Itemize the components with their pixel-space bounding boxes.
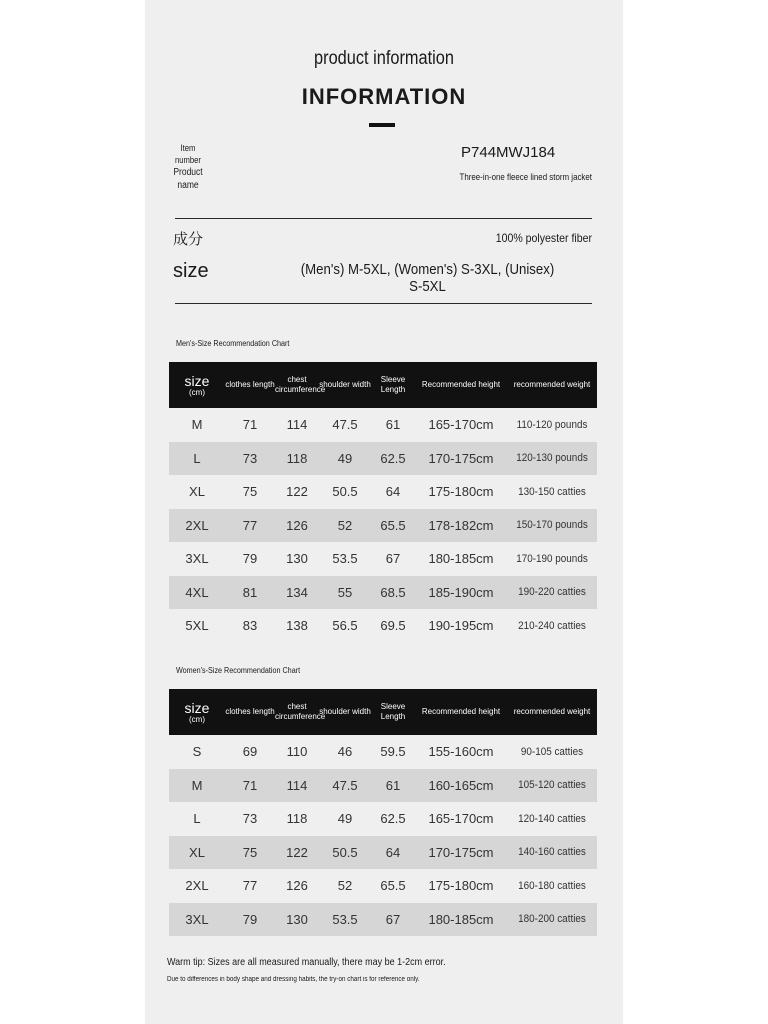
- cell-chest: 138: [286, 618, 308, 634]
- table-row: [169, 408, 597, 442]
- cell-sleeve: 65.5: [380, 517, 406, 533]
- cell-size: 3XL: [185, 551, 209, 567]
- composition-label: 成分: [173, 231, 204, 248]
- table-row: [169, 542, 597, 576]
- cell-shoulder: 49: [337, 811, 353, 827]
- cell-height: 180-185cm: [428, 911, 494, 927]
- header-sleeve: Sleeve Length: [380, 702, 406, 721]
- cell-size: 5XL: [185, 618, 209, 634]
- cell-sleeve: 65.5: [380, 878, 406, 894]
- cell-clothes-length: 77: [242, 878, 258, 894]
- cell-chest: 114: [286, 777, 308, 793]
- cell-height: 180-185cm: [428, 551, 494, 567]
- cell-height: 175-180cm: [428, 878, 494, 894]
- table-row: [169, 442, 597, 476]
- cell-height: 175-180cm: [428, 484, 494, 500]
- cell-clothes-length: 75: [242, 844, 258, 860]
- cell-height: 190-195cm: [428, 618, 494, 634]
- header-weight: recommended weight: [513, 380, 591, 389]
- cell-clothes-length: 79: [242, 551, 258, 567]
- title-underline: [369, 123, 395, 127]
- cell-sleeve: 64: [385, 484, 401, 500]
- cell-sleeve: 64: [385, 844, 401, 860]
- cell-clothes-length: 69: [242, 744, 258, 760]
- cell-weight: 120-140 catties: [518, 812, 586, 825]
- header-chest: chest circumference: [275, 375, 326, 394]
- cell-shoulder: 55: [337, 584, 353, 600]
- cell-shoulder: 53.5: [332, 911, 358, 927]
- cell-weight: 110-120 pounds: [516, 418, 588, 431]
- divider-top: [175, 218, 592, 219]
- cell-size: 2XL: [185, 878, 209, 894]
- cell-height: 178-182cm: [428, 517, 494, 533]
- header-clothes-length: clothes length: [225, 707, 275, 716]
- cell-chest: 126: [286, 517, 308, 533]
- warm-tip: Warm tip: Sizes are all measured manually, there may be 1-2cm error.: [167, 957, 446, 968]
- cell-chest: 118: [286, 450, 308, 466]
- cell-height: 165-170cm: [428, 811, 494, 827]
- header-sleeve: Sleeve Length: [380, 375, 406, 394]
- cell-sleeve: 69.5: [380, 618, 406, 634]
- cell-sleeve: 62.5: [380, 450, 406, 466]
- cell-weight: 210-240 catties: [518, 619, 586, 632]
- cell-sleeve: 68.5: [380, 584, 406, 600]
- cell-shoulder: 46: [337, 744, 353, 760]
- cell-size: S: [192, 744, 202, 760]
- cell-height: 170-175cm: [428, 844, 494, 860]
- cell-sleeve: 67: [385, 911, 401, 927]
- cell-chest: 110: [286, 744, 308, 760]
- cell-shoulder: 52: [337, 878, 353, 894]
- cell-size: 2XL: [185, 517, 209, 533]
- cell-size: M: [191, 777, 203, 793]
- cell-clothes-length: 73: [242, 450, 258, 466]
- page-title: INFORMATION: [301, 84, 467, 109]
- cell-height: 185-190cm: [428, 584, 494, 600]
- womens-table-body: [169, 735, 597, 936]
- cell-sleeve: 67: [385, 551, 401, 567]
- cell-chest: 126: [286, 878, 308, 894]
- reference-note: Due to differences in body shape and dressing habits, the try-on chart is for reference only.: [167, 976, 420, 983]
- header-clothes-length: clothes length: [225, 380, 275, 389]
- cell-size: XL: [189, 844, 205, 860]
- item-number-label: Item number: [175, 143, 201, 165]
- cell-size: M: [191, 417, 203, 433]
- cell-chest: 114: [286, 417, 308, 433]
- cell-height: 165-170cm: [428, 417, 494, 433]
- cell-chest: 130: [286, 551, 308, 567]
- cell-size: XL: [189, 484, 205, 500]
- table-row: [169, 802, 597, 836]
- cell-size: L: [193, 811, 201, 827]
- cell-weight: 120-130 pounds: [516, 452, 588, 465]
- size-label: size: [173, 260, 209, 282]
- table-row: [169, 869, 597, 903]
- cell-shoulder: 56.5: [332, 618, 358, 634]
- cell-size: L: [193, 450, 201, 466]
- cell-clothes-length: 83: [242, 618, 258, 634]
- cell-weight: 180-200 catties: [518, 913, 586, 926]
- header-unit: (cm): [189, 714, 205, 724]
- cell-weight: 105-120 catties: [518, 779, 586, 792]
- womens-chart-title: Women's-Size Recommendation Chart: [176, 666, 301, 675]
- cell-size: 4XL: [185, 584, 209, 600]
- page-subtitle: product information: [314, 48, 454, 69]
- cell-clothes-length: 75: [242, 484, 258, 500]
- cell-shoulder: 47.5: [332, 417, 358, 433]
- cell-shoulder: 50.5: [332, 844, 358, 860]
- table-row: [169, 836, 597, 870]
- cell-sleeve: 59.5: [380, 744, 406, 760]
- cell-clothes-length: 73: [242, 811, 258, 827]
- cell-shoulder: 49: [337, 450, 353, 466]
- cell-clothes-length: 81: [242, 584, 258, 600]
- header-unit: (cm): [189, 387, 205, 397]
- cell-chest: 122: [286, 484, 308, 500]
- cell-height: 160-165cm: [428, 777, 494, 793]
- product-name-label: Product name: [173, 167, 203, 191]
- cell-chest: 130: [286, 911, 308, 927]
- cell-shoulder: 53.5: [332, 551, 358, 567]
- cell-shoulder: 50.5: [332, 484, 358, 500]
- cell-weight: 170-190 pounds: [516, 552, 588, 565]
- divider-bottom: [175, 303, 592, 304]
- table-row: [169, 903, 597, 937]
- product-name-value: Three-in-one fleece lined storm jacket: [459, 172, 592, 182]
- cell-height: 155-160cm: [428, 744, 494, 760]
- cell-clothes-length: 71: [242, 417, 258, 433]
- header-shoulder: shoulder width: [319, 707, 371, 716]
- womens-table-header: [169, 689, 597, 735]
- item-number-value: P744MWJ184: [461, 144, 556, 161]
- cell-weight: 90-105 catties: [520, 745, 584, 758]
- table-row: [169, 576, 597, 610]
- mens-table-body: [169, 408, 597, 643]
- mens-table-header: [169, 362, 597, 408]
- header-size: size (cm): [169, 374, 225, 397]
- cell-sleeve: 61: [385, 417, 401, 433]
- composition-value: 100% polyester fiber: [495, 231, 592, 245]
- cell-weight: 140-160 catties: [518, 846, 586, 859]
- table-row: [169, 735, 597, 769]
- table-row: [169, 609, 597, 643]
- header-height: Recommended height: [421, 380, 501, 389]
- cell-size: 3XL: [185, 911, 209, 927]
- cell-shoulder: 47.5: [332, 777, 358, 793]
- header-shoulder: shoulder width: [319, 380, 371, 389]
- mens-chart-title: Men's-Size Recommendation Chart: [176, 339, 290, 348]
- table-row: [169, 509, 597, 543]
- womens-size-table: [169, 689, 597, 936]
- cell-weight: 130-150 catties: [518, 485, 586, 498]
- cell-clothes-length: 77: [242, 517, 258, 533]
- header-size: size (cm): [169, 701, 225, 724]
- mens-size-table: [169, 362, 597, 643]
- cell-chest: 122: [286, 844, 308, 860]
- cell-chest: 118: [286, 811, 308, 827]
- table-row: [169, 475, 597, 509]
- cell-chest: 134: [286, 584, 308, 600]
- size-range-value: (Men's) M-5XL, (Women's) S-3XL, (Unisex) S-5XL: [300, 261, 555, 295]
- cell-weight: 150-170 pounds: [516, 519, 588, 532]
- cell-sleeve: 62.5: [380, 811, 406, 827]
- cell-sleeve: 61: [385, 777, 401, 793]
- cell-height: 170-175cm: [428, 450, 494, 466]
- cell-weight: 190-220 catties: [518, 586, 586, 599]
- cell-clothes-length: 71: [242, 777, 258, 793]
- product-info-panel: [145, 0, 623, 1024]
- table-row: [169, 769, 597, 803]
- cell-weight: 160-180 catties: [518, 879, 586, 892]
- header-weight: recommended weight: [513, 707, 591, 716]
- cell-shoulder: 52: [337, 517, 353, 533]
- header-height: Recommended height: [421, 707, 501, 716]
- cell-clothes-length: 79: [242, 911, 258, 927]
- header-chest: chest circumference: [275, 702, 326, 721]
